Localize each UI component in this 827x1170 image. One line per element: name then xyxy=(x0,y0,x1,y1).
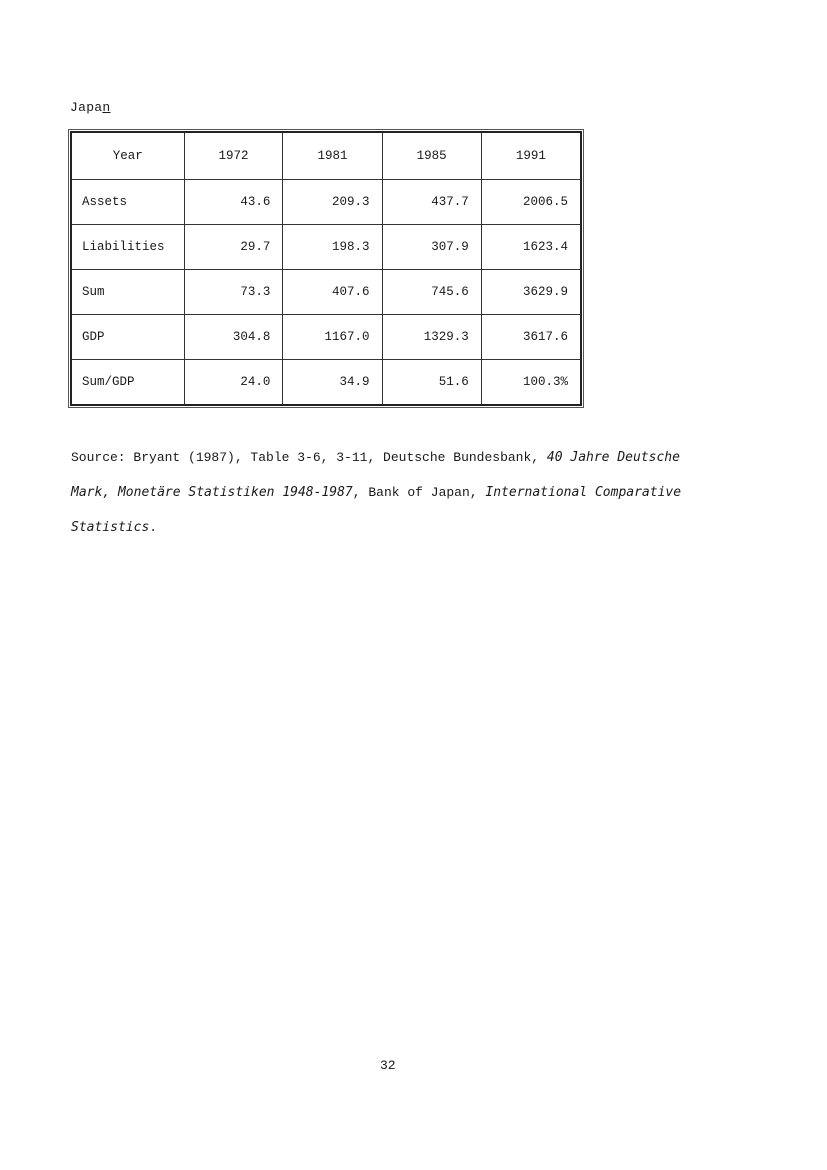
table-cell: 209.3 xyxy=(283,180,382,225)
table-cell: 3629.9 xyxy=(481,270,581,315)
table-cell: 307.9 xyxy=(382,225,481,270)
table-row-sum xyxy=(71,270,581,315)
table-cell: 43.6 xyxy=(184,180,283,225)
country-label-prefix: Japa xyxy=(70,100,103,115)
table-cell: 100.3% xyxy=(481,360,581,406)
header-cell: 1981 xyxy=(283,132,382,180)
table-cell: 3617.6 xyxy=(481,315,581,360)
table-cell: 73.3 xyxy=(184,270,283,315)
table-cell: 34.9 xyxy=(283,360,382,406)
header-cell: 1985 xyxy=(382,132,481,180)
header-cell: 1972 xyxy=(184,132,283,180)
header-cell-year: Year xyxy=(71,132,184,180)
table-cell: 198.3 xyxy=(283,225,382,270)
table-row-sum-gdp xyxy=(71,360,581,406)
source-title-bundesbank: 40 Jahre Deutsche Mark, Monetäre Statistiken 1948-1987 xyxy=(71,450,680,500)
header-cell: 1991 xyxy=(481,132,581,180)
row-label: Sum/GDP xyxy=(71,360,184,406)
table-cell: 304.8 xyxy=(184,315,283,360)
table-cell: 745.6 xyxy=(382,270,481,315)
row-label: Sum xyxy=(71,270,184,315)
source-text: , Bank of Japan, xyxy=(352,485,486,500)
assets-liabilities-table xyxy=(70,131,582,406)
table-cell: 2006.5 xyxy=(481,180,581,225)
table-cell: 1329.3 xyxy=(382,315,481,360)
row-label: GDP xyxy=(71,315,184,360)
table-cell: 1167.0 xyxy=(283,315,382,360)
table-cell: 24.0 xyxy=(184,360,283,406)
row-label: Assets xyxy=(71,180,184,225)
table-cell: 437.7 xyxy=(382,180,481,225)
source-title-boj: International Comparative Statistics xyxy=(71,485,682,535)
table-row-liabilities xyxy=(71,225,581,270)
country-label-underlined: n xyxy=(102,100,111,115)
page-number: 32 xyxy=(380,1058,396,1073)
table-row-gdp xyxy=(71,315,581,360)
table-cell: 51.6 xyxy=(382,360,481,406)
source-note xyxy=(71,440,711,545)
row-label: Liabilities xyxy=(71,225,184,270)
table-cell: 407.6 xyxy=(283,270,382,315)
table-cell: 1623.4 xyxy=(481,225,581,270)
table-header-row xyxy=(71,132,581,180)
section-heading xyxy=(70,100,111,115)
table-cell: 29.7 xyxy=(184,225,283,270)
source-text: Source: Bryant (1987), Table 3-6, 3-11, Deutsche Bundesbank, xyxy=(71,450,547,465)
table-row-assets xyxy=(71,180,581,225)
source-text: . xyxy=(149,520,158,535)
